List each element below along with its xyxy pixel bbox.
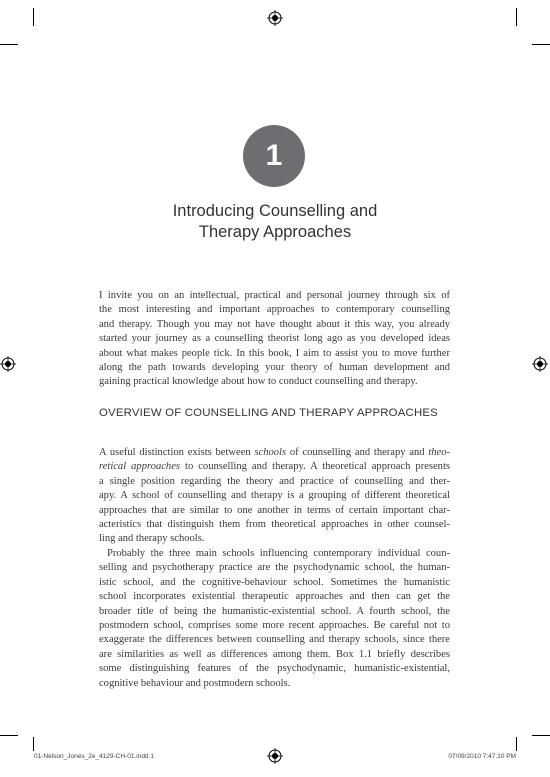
intro-line: started your journey as a counselling theorist long ago as you developed ideas [99, 333, 450, 345]
text-run: A useful distinction exists between [99, 447, 255, 458]
crop-mark-bottom-left-horizontal [0, 735, 18, 736]
crop-mark-bottom-right-vertical [516, 737, 517, 751]
emphasis-theoretical-approaches: retical approaches [99, 461, 180, 473]
registration-mark-right-icon [532, 356, 548, 372]
emphasis-schools: schools [254, 447, 287, 458]
section-heading: OVERVIEW OF COUNSELLING AND THERAPY APPROACHES [99, 407, 438, 419]
registration-mark-top-icon [267, 10, 283, 26]
paragraph-one-line: apy. A school of counselling and therapy is a grouping of different theoretical [99, 490, 450, 502]
intro-line: I invite you on an intellectual, practical and personal journey through six of [99, 290, 450, 301]
paragraph-two-line: Probably the three main schools influencing contemporary individual coun- [107, 548, 450, 559]
chapter-title [100, 201, 450, 243]
paragraph-one-line: acteristics that distinguish them from theoretical approaches in other counsel- [99, 519, 450, 531]
emphasis-theo: theo- [428, 447, 451, 458]
paragraph-two-line: cognitive behaviour and postmodern schools. [99, 677, 291, 689]
intro-line: and therapy. Though you may not have thought about it this way, you already [99, 318, 450, 330]
paragraph-two [99, 547, 450, 691]
chapter-title-line-2: Therapy Approaches [198, 223, 352, 241]
paragraph-one-line: ling and therapy schools. [99, 533, 205, 545]
text-run: of counselling and therapy and [286, 447, 429, 458]
slug-timestamp: 07/09/2010 7:47:10 PM [448, 753, 516, 760]
paragraph-one-line: approaches that are similar to one another in terms of certain important char- [99, 504, 450, 516]
paragraph-two-line: postmodern school, comprises some more recent approaches. Be careful not to [99, 620, 450, 632]
paragraph-two-line: exaggerate the differences between counselling and therapy schools, since there [99, 634, 450, 646]
intro-line: about what makes people tick. In this book, I aim to assist you to move further [99, 347, 450, 359]
registration-mark-bottom-icon [267, 748, 283, 764]
paragraph-two-line: school incorporates existential therapeutic approaches and then can get the [99, 591, 450, 603]
crop-mark-top-right-horizontal [532, 44, 550, 45]
intro-line: the most interesting and important approaches to contemporary counselling [99, 304, 450, 316]
crop-mark-top-left-horizontal [0, 44, 18, 45]
crop-mark-bottom-left-vertical [33, 737, 34, 751]
intro-paragraph [99, 289, 450, 390]
paragraph-one-line-1 [99, 446, 450, 460]
intro-line: gaining practical knowledge about how to conduct counselling and therapy. [99, 376, 418, 388]
text-run: to counselling and therapy. A theoretical approach presents [179, 461, 450, 473]
paragraph-two-line: selling and psychotherapy practice are the psychodynamic school, the human- [99, 562, 450, 574]
crop-mark-bottom-right-horizontal [532, 735, 550, 736]
paragraph-one [99, 446, 450, 547]
paragraph-two-line: istic school, and the cognitive-behaviour school. Sometimes the humanistic [99, 576, 450, 588]
intro-line: along the path towards developing your theory of human development and [99, 362, 450, 374]
chapter-title-line-1: Introducing Counselling and [172, 202, 378, 220]
paragraph-two-line: are similarities as well as differences among them. Box 1.1 briefly describes [99, 648, 450, 660]
paragraph-two-line: broader title of being the humanistic-existential school. A fourth school, the [99, 605, 450, 617]
registration-mark-left-icon [0, 356, 16, 372]
chapter-number-badge [243, 125, 305, 187]
crop-mark-top-right-vertical [516, 8, 517, 26]
paragraph-two-line: some distinguishing features of the psychodynamic, humanistic-existential, [99, 663, 450, 675]
slug-filename: 01-Nelson_Jones_2e_4129-CH-01.indd 1 [34, 753, 154, 760]
paragraph-one-line-2 [99, 460, 450, 474]
crop-mark-top-left-vertical [33, 8, 34, 26]
chapter-number: 1 [265, 139, 283, 172]
paragraph-one-line: a single position regarding the theory and practice of counselling and ther- [99, 475, 450, 487]
